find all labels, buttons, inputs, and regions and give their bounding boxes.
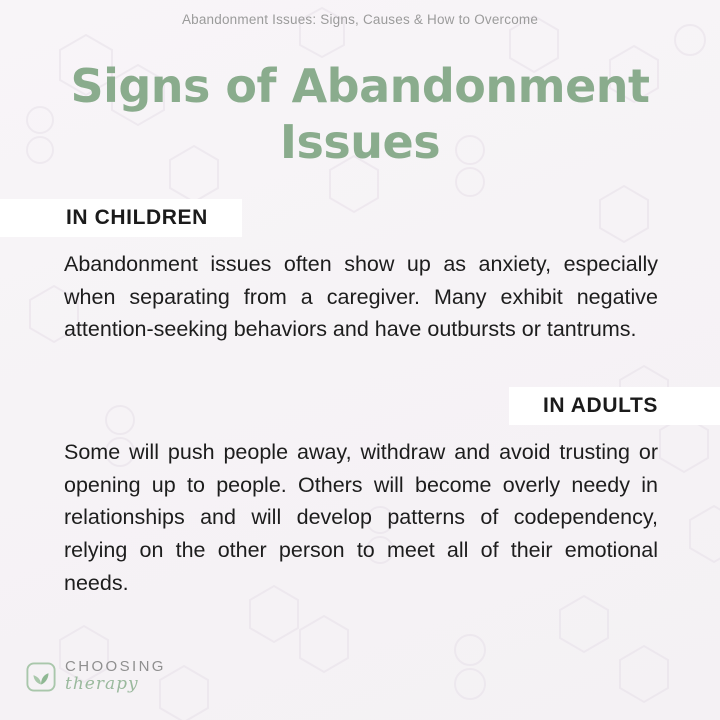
section-heading-adults: IN ADULTS	[509, 387, 720, 425]
page-title: Signs of Abandonment Issues	[70, 59, 650, 170]
section-body-adults: Some will push people away, withdraw and avoid trusting or opening up to people. Others will become overly needy in relationships and will develop patterns of codependency, relying on the other person to meet all of their emotional needs.	[64, 440, 658, 595]
heading-row-adults	[0, 388, 720, 424]
top-caption: Abandonment Issues: Signs, Causes & How to Overcome	[181, 12, 539, 27]
leaf-logo-icon	[26, 662, 56, 692]
heading-row-children	[0, 200, 720, 236]
section-body-children: Abandonment issues often show up as anxiety, especially when separating from a caregiver. Many exhibit negative attention-seeking behaviors and have outbursts or tantrums.	[64, 252, 658, 342]
section-heading-children: IN CHILDREN	[0, 199, 242, 237]
logo-text	[65, 659, 166, 694]
logo-line-1: CHOOSING	[65, 658, 166, 676]
logo-line-2: therapy	[65, 674, 139, 695]
section-in-children	[0, 200, 720, 346]
section-in-adults	[0, 388, 720, 599]
brand-logo	[26, 659, 166, 694]
